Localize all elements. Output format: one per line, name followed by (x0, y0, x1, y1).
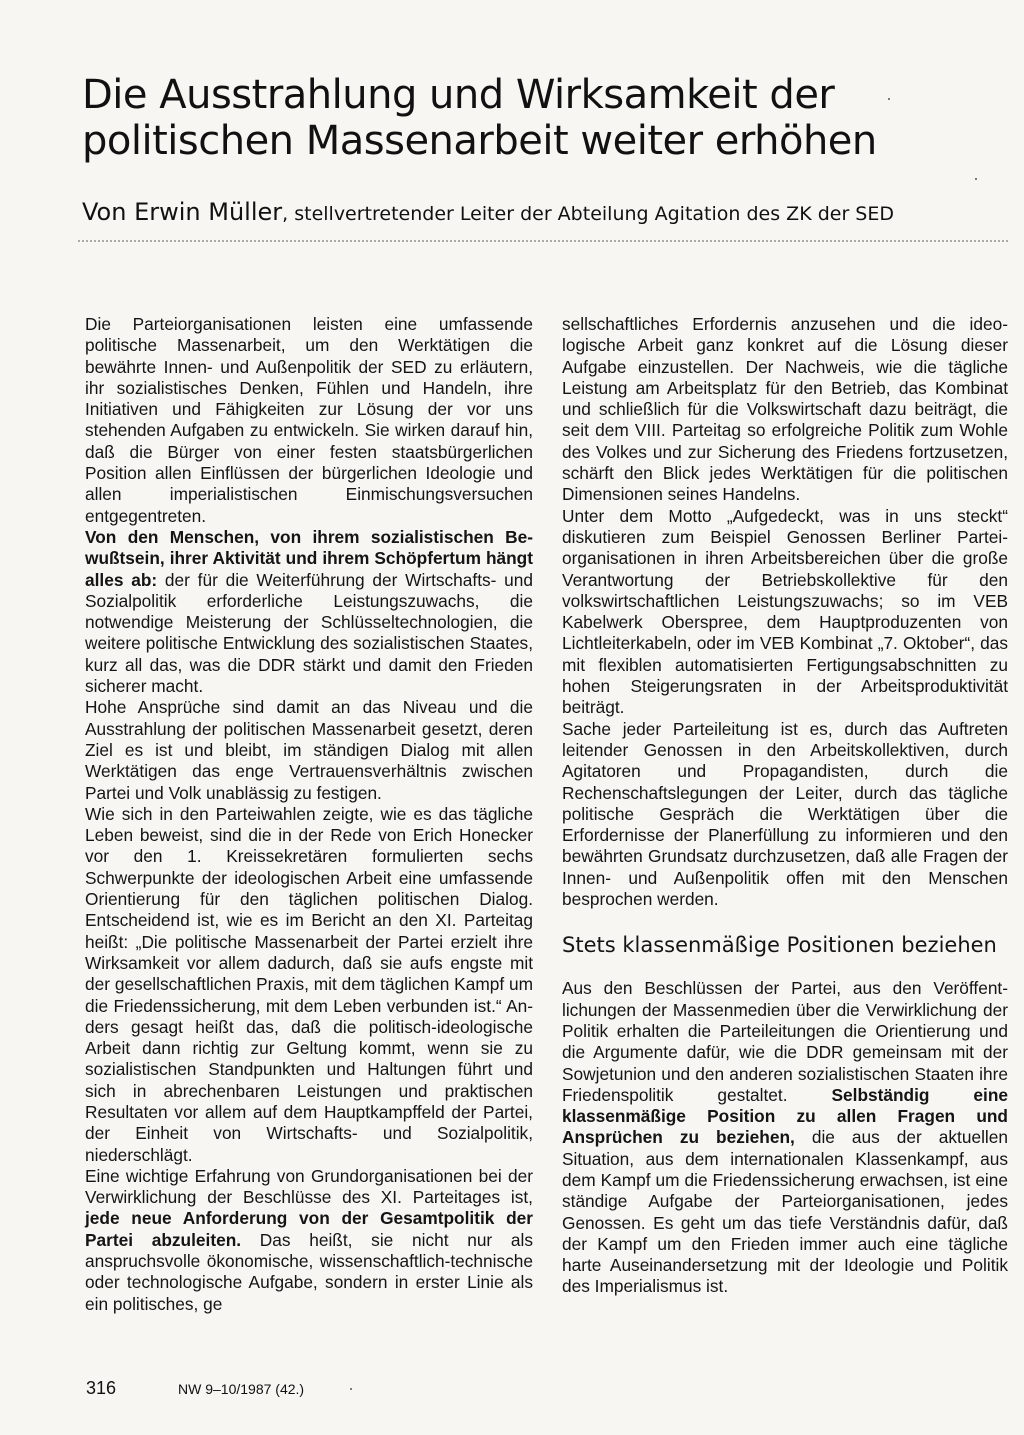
bold-lead: Von den Menschen, von ihrem sozialistischen Bewußtsein, ihrer Aktivität und ihrem Schöpfertum hängt alles ab: (85, 526, 533, 590)
bold-emphasis: jede neue Anforderung von der Gesamtpolitik der Partei abzuleiten. (85, 1208, 533, 1250)
paragraph-text: die aus der aktuellen Situation, aus dem internationalen Klassenkampf, aus dem Kampf um die Friedenssicherung erwachsen, ist eine ständige Aufgabe der Parteiorganisationen, jedes Genossen. Es geht um das tiefe Verständnis dafür, daß der Kampf um den Frieden immer auch eine tägliche harte Auseinandersetzung mit der Ideologie und Politik des Imperialismus ist. (562, 1127, 1008, 1297)
paragraph-text: Eine wichtige Erfahrung von Grundorganisationen bei der Verwirklichung der Beschlüsse des XI. Parteitages ist, (85, 1165, 533, 1208)
byline-prefix: Von (82, 198, 135, 226)
section-heading: Stets klassenmäßige Positionen beziehen (562, 933, 997, 958)
paragraph-text: Das heißt, sie nicht nur als anspruchsvolle ökonomische, wissenschaftlich-technische oder technologische Aufgabe, sondern in erster Linie als ein politisches, ge (85, 1229, 534, 1314)
paragraph: Unter dem Motto „Aufgedeckt, was in uns steckt“ diskutieren zum Beispiel Genossen Berliner Parteiorganisationen in ihren Arbeitsbereichen über die große Verantwortung der Betriebskollektive für den volkswirtschaftlichen Leistungszuwachs; so im VEB Kabelwerk Oberspree, dem Hauptproduzenten von Lichtleiterkabeln, oder im VEB Kombinat „7. Oktober“, das mit flexiblen automatisierten Fertigungsabschnitten zu hohen Steigerungsraten in der Arbeitsproduktivität beiträgt. (562, 505, 1008, 718)
article-byline (82, 199, 1002, 227)
article-title: Die Ausstrahlung und Wirksamkeit der politischen Massenarbeit weiter erhöhen (82, 72, 877, 164)
byline-role: , stellvertretender Leiter der Abteilung Agitation des ZK der SED (282, 203, 894, 225)
paragraph: Wie sich in den Parteiwahlen zeigte, wie es das tägliche Leben beweist, sind die in der Rede von Erich Honecker vor den 1. Kreissekretären formulierten sechs Schwerpunkte der ideologischen Arbeit eine umfassende Orientierung für den täglichen politischen Dialog. Entscheidend ist, wie es im Bericht an den XI. Parteitag heißt: „Die politische Massenarbeit der Partei erzielt ihre Wirksamkeit vor allem dadurch, daß sie aufs engste mit der gesellschaftlichen Praxis, mit dem täglichen Kampf um die Friedenssicherung, mit dem Leben verbunden ist.“ Anders gesagt heißt das, daß die politisch-ideologische Arbeit dann richtig zur Geltung kommt, wenn sie zu sozialistischen Standpunkten und Haltungen führt und sich in abrechenbaren Leistungen und praktischen Resultaten vor allem auf dem Hauptkampffeld der Partei, der Einheit von Wirtschafts- und Sozialpolitik, niederschlägt. (85, 803, 533, 1165)
header-divider (78, 240, 1008, 242)
scan-speck (350, 1388, 352, 1390)
paragraph: sellschaftliches Erfordernis anzusehen und die ideologische Arbeit ganz konkret auf die Lösung dieser Aufgabe einzustellen. Der Nachweis, wie die tägliche Leistung am Arbeitsplatz für den Betrieb, das Kombinat und schließlich für die Volkswirtschaft dazu beiträgt, die seit dem VIII. Parteitag so erfolgreiche Politik zum Wohle des Volkes und zur Sicherung des Friedens fortzusetzen, schärft den Blick jedes Werktätigen für die politischen Dimensionen seines Handelns. (562, 314, 1008, 505)
issue-reference: NW 9–10/1987 (42.) (178, 1381, 305, 1397)
paragraph: Sache jeder Parteileitung ist es, durch das Auftreten leitender Genossen in den Arbeitskollektiven, durch Agitatoren und Propagandisten, durch die Rechenschaftslegungen der Leiter, durch das tägliche politische Gespräch die Werktätigen über die Erfordernisse der Planerfüllung zu informieren und den bewährten Grundsatz durchzusetzen, daß alle Fragen der Innen- und Außenpolitik offen mit den Menschen besprochen werden. (562, 718, 1008, 910)
paragraph-text: der für die Weiterführung der Wirtschafts- und Sozialpolitik erforderliche Leistungszuwachs, die notwendige Meisterung der Schlüsseltechnologien, die weitere politische Entwicklung des sozialistischen Staates, kurz all das, was die DDR stärkt und damit den Frieden sicherer macht. (85, 569, 533, 697)
scan-speck (975, 178, 977, 180)
page-number: 316 (86, 1378, 117, 1398)
bold-emphasis: Selbständig eine klassenmäßige Position zu allen Fragen und Ansprüchen zu beziehen, (562, 1084, 1008, 1148)
paragraph: Hohe Ansprüche sind damit an das Niveau und die Ausstrahlung der politischen Massenarbeit gesetzt, deren Ziel es ist und bleibt, im ständigen Dialog mit allen Werktätigen das enge Vertrauensverhältnis zwischen Partei und Volk unablässig zu festigen. (85, 697, 533, 803)
paragraph (562, 978, 1008, 1297)
right-column (562, 314, 1008, 1344)
paragraph-text: Aus den Beschlüssen der Partei, aus den Veröffentlichungen der Massenmedien über die Verwirklichung der Politik erhalten die Parteileitungen die Orientierung und die Argumente dafür, wie die DDR gemeinsam mit der Sowjetunion und den anderen sozialistischen Staaten ihre Friedenspolitik gestaltet. (562, 978, 1008, 1105)
byline-author: Erwin Müller (134, 198, 283, 226)
paragraph (85, 1166, 533, 1315)
left-column (85, 314, 533, 1359)
paragraph: Die Parteiorganisationen leisten eine umfassende politische Massenarbeit, um den Werktätigen die bewährte Innen- und Außenpolitik der SED zu erläutern, ihr sozialistisches Denken, Fühlen und Handeln, ihre Initiativen und Fähigkeiten zur Lösung der vor uns stehenden Aufgaben zu entwickeln. Sie wirken darauf hin, daß die Bürger von einer festen staatsbürgerlichen Position allen Einflüssen der bürgerlichen Ideologie und allen imperialistischen Einmischungsversuchen entgegentreten. (85, 314, 533, 526)
paragraph (85, 527, 533, 697)
scan-speck (888, 98, 890, 100)
